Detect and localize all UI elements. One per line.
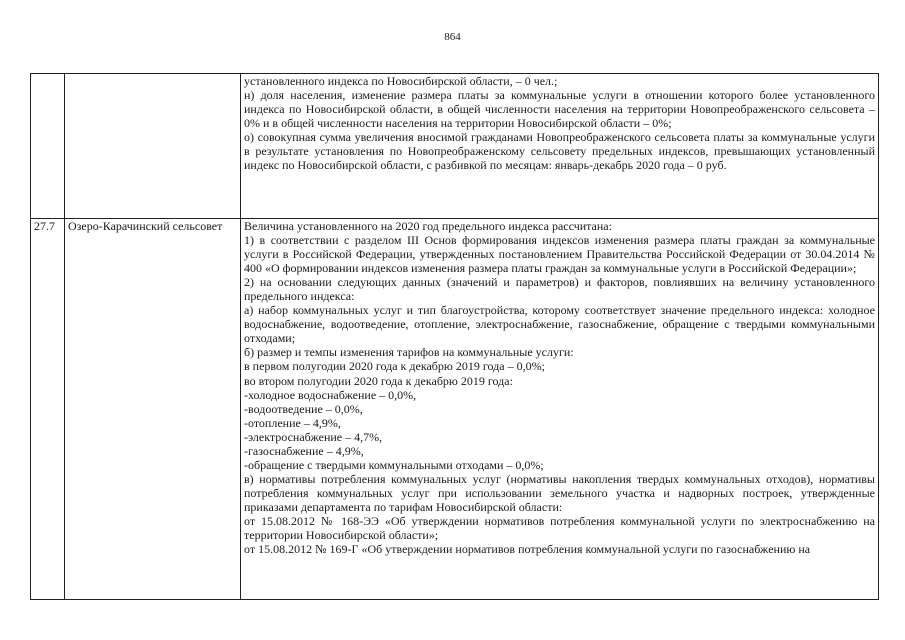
paragraph: -газоснабжение – 4,9%,	[244, 443, 364, 458]
paragraph: 2) на основании следующих данных (значений и параметров) и факторов, повлиявших на величину установленного предельного индекса:	[244, 275, 875, 304]
table-row	[31, 74, 879, 219]
paragraph: в) нормативы потребления коммунальных услуг (нормативы накопления твердых коммунальных отходов), нормативы потребления коммунальных услуг при использовании земельного участка и надворных построек, утвержденные приказами департамента по тарифам Новосибирской области:	[244, 471, 875, 514]
paragraph: н) доля населения, изменение размера платы за коммунальные услуги в отношении которого более установленного индекса по Новосибирской области, в общей численности населения на территории Новопреображенского сельсовета – 0% и в общей численности населения на территории Новосибирской области – 0%;	[244, 88, 875, 131]
description-cell	[241, 74, 879, 219]
table-row	[31, 219, 879, 600]
index-table	[30, 73, 879, 600]
paragraph: -водоотведение – 0,0%,	[244, 401, 363, 416]
paragraph: а) набор коммунальных услуг и тип благоустройства, которому соответствует значение предельного индекса: холодное водоснабжение, водоотведение, отопление, электроснабжение, газоснабжение, обращение с твердыми коммунальными отходами;	[244, 303, 875, 346]
paragraph: в первом полугодии 2020 года к декабрю 2019 года – 0,0%;	[244, 359, 545, 374]
page-number: 864	[444, 31, 461, 43]
paragraph: установленного индекса по Новосибирской области, – 0 чел.;	[244, 74, 558, 88]
paragraph: -электроснабжение – 4,7%,	[244, 429, 383, 444]
municipality-name-cell: Озеро-Карачинский сельсовет	[65, 219, 241, 600]
paragraph: б) размер и темпы изменения тарифов на коммунальные услуги:	[244, 345, 574, 360]
paragraph: о) совокупная сумма увеличения вносимой гражданами Новопреображенского сельсовета платы за коммунальные услуги в результате установления по Новопреображенскому сельсовету предельных индексов, превышающих установленный индекс по Новосибирской области, с разбивкой по месяцам: январь-декабрь 2020 года – 0 руб.	[244, 130, 875, 173]
row-number-cell	[31, 74, 65, 219]
paragraph: от 15.08.2012 № 169-Г «Об утверждении нормативов потребления коммунальной услуги по газоснабжению на	[244, 542, 811, 557]
paragraph: во втором полугодии 2020 года к декабрю 2019 года:	[244, 373, 513, 388]
paragraph: -холодное водоснабжение – 0,0%,	[244, 387, 417, 402]
paragraph: Величина установленного на 2020 год предельного индекса рассчитана:	[244, 219, 612, 233]
row-number-cell: 27.7	[31, 219, 65, 600]
description-cell	[241, 219, 879, 600]
paragraph: 1) в соответствии с разделом III Основ формирования индексов изменения размера платы граждан за коммунальные услуги в Российской Федерации, утвержденных постановлением Правительства Российской Федерации от 30.04.2014 № 400 «О формировании индексов изменения размера платы граждан за коммунальные услуги в Российской Федерации»;	[244, 233, 875, 276]
municipality-name-cell	[65, 74, 241, 219]
paragraph: -отопление – 4,9%,	[244, 415, 341, 430]
paragraph: -обращение с твердыми коммунальными отходами – 0,0%;	[244, 457, 544, 472]
paragraph: от 15.08.2012 № 168-ЭЭ «Об утверждении нормативов потребления коммунальной услуги по электроснабжению на территории Новосибирской области»;	[244, 513, 875, 543]
